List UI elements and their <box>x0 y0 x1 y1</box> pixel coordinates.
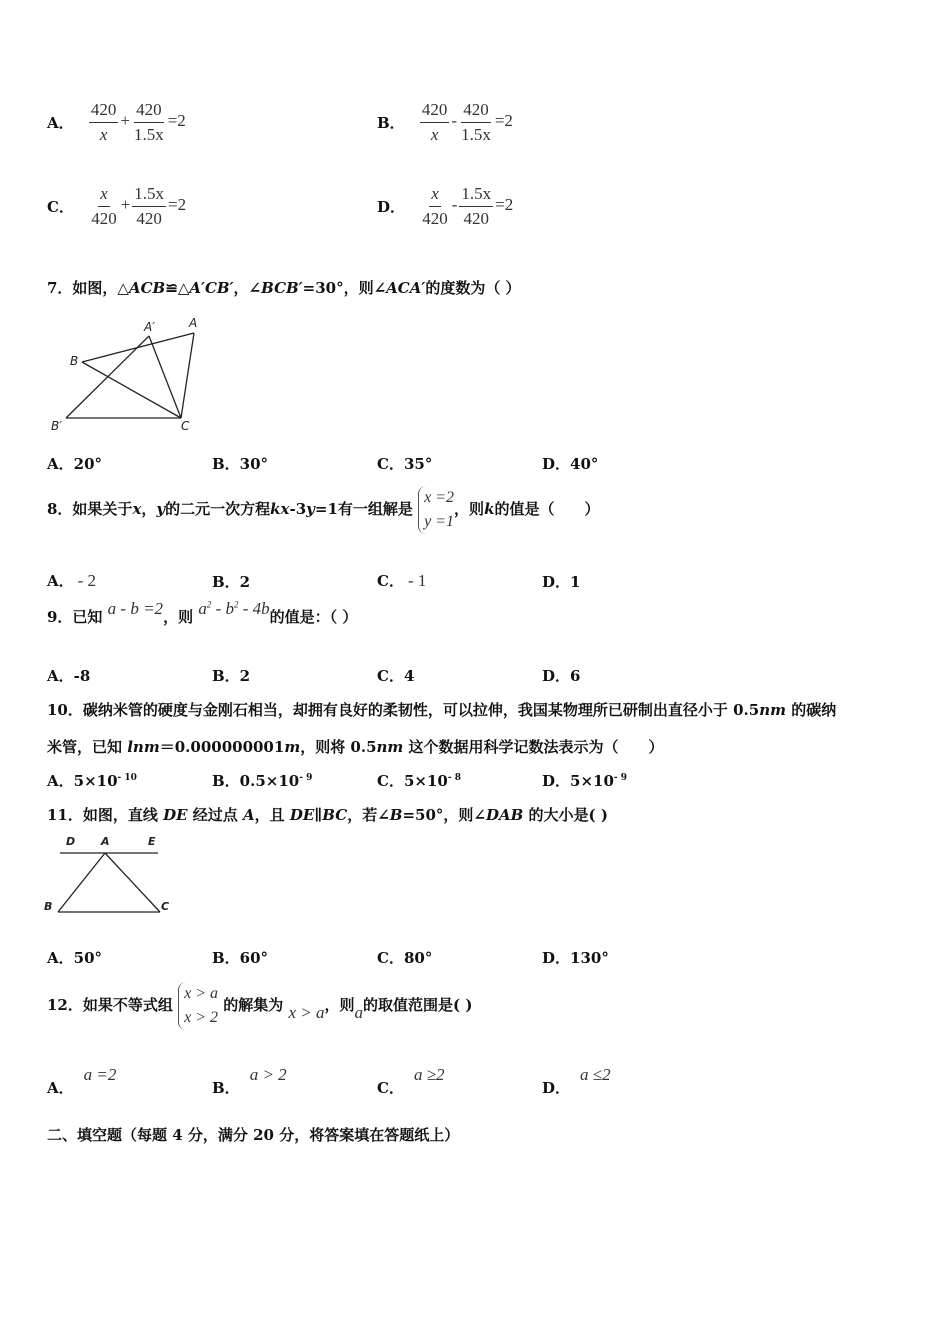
q9-option-b[interactable]: B．2 <box>212 667 251 685</box>
q10-option-c[interactable]: C．$5\times 10^{- 8}$ <box>377 772 461 790</box>
q6-option-c[interactable]: C． $\frac{x}{420}$ + $\frac{1.5x}{420}$ =2 <box>47 184 187 228</box>
q12-stem: 12．如果不等式组 x > a x > 2 的解集为 x > a，则a的取值范围是( ) <box>47 982 472 1030</box>
q7-option-c[interactable]: C．35° <box>377 455 433 473</box>
q12-solution: x > a <box>288 1003 325 1022</box>
q7-seg-a2-c <box>149 336 181 418</box>
q7-label-a-prime: A′ <box>144 320 155 334</box>
q7-option-d[interactable]: D．40° <box>542 455 599 473</box>
q11-label-b: B <box>44 900 53 913</box>
q8-option-a[interactable]: A． - 2 <box>47 571 97 590</box>
q9-option-a[interactable]: A．-8 <box>47 667 91 685</box>
q12-option-c[interactable]: C．a ≥2 <box>377 1065 445 1097</box>
q7-stem: 7．如图，△ACB≌△A′CB′，∠BCB′=30°，则∠ACA′的度数为（ ） <box>47 279 521 297</box>
q6-option-a[interactable]: A． $\frac{420}{x}$ + $\frac{420}{1.5x}$ =2 <box>47 100 186 144</box>
q9-option-d[interactable]: D．6 <box>542 667 581 685</box>
q6-option-d[interactable]: D． $\frac{x}{420}$ - $\frac{1.5x}{420}$ =2 <box>377 184 514 228</box>
q11-figure <box>40 830 180 920</box>
q7-figure <box>48 312 208 437</box>
q8-option-d[interactable]: D．1 <box>542 573 581 591</box>
q7-seg-a-c <box>181 333 194 418</box>
q11-stem: 11．如图，直线 DE 经过点 A，且 DE∥BC，若∠B=50°，则∠DAB 的大小是( ) <box>47 806 608 824</box>
q9-option-c[interactable]: C．4 <box>377 667 415 685</box>
q8-equation-system: x =2 y =1 <box>418 486 454 534</box>
q11-option-d[interactable]: D．130° <box>542 949 609 967</box>
q12-option-b[interactable]: B．a > 2 <box>212 1065 287 1097</box>
q8-option-b[interactable]: B．2 <box>212 573 251 591</box>
q7-option-a[interactable]: A．20° <box>47 455 103 473</box>
q9-condition: a - b =2 <box>107 599 164 618</box>
q10-option-b[interactable]: B．$0.5\times 10^{- 9}$ <box>212 772 313 790</box>
q6-option-b-formula: $\frac{420}{x}$ - $\frac{420}{1.5x}$ =2 <box>421 100 513 144</box>
q8-option-c[interactable]: C． - 1 <box>377 571 427 590</box>
q11-option-c[interactable]: C．80° <box>377 949 433 967</box>
q6-option-a-formula: $\frac{420}{x}$ + $\frac{420}{1.5x}$ =2 <box>90 100 186 144</box>
q7-label-c: C <box>181 419 190 433</box>
q6-option-d-formula: $\frac{x}{420}$ - $\frac{1.5x}{420}$ =2 <box>422 184 514 228</box>
q7-label-a: A <box>189 316 198 330</box>
q11-label-c: C <box>161 900 170 913</box>
q6-option-b[interactable]: B． $\frac{420}{x}$ - $\frac{420}{1.5x}$ =2 <box>377 100 513 144</box>
q10-option-a[interactable]: A．$5\times 10^{- 10}$ <box>47 772 137 790</box>
q12-option-a[interactable]: A．a =2 <box>47 1065 117 1097</box>
q11-seg-a-b <box>58 853 105 912</box>
q7-label-b-prime: B′ <box>51 419 62 433</box>
q11-label-a: A <box>101 835 110 848</box>
q7-option-b[interactable]: B．30° <box>212 455 269 473</box>
q11-label-e: E <box>148 835 156 848</box>
q12-inequality-system: x > a x > 2 <box>178 982 218 1030</box>
q8-stem: 8．如果关于x，y的二元一次方程kx-3y=1有一组解是 x =2 y =1，则k的值是（ ） <box>47 486 599 534</box>
q11-label-d: D <box>66 835 76 848</box>
q10-stem-line1: 10．碳纳米管的硬度与金刚石相当，却拥有良好的柔韧性，可以拉伸，我国某物理所已研制出直径小于 0.5nm 的碳纳 <box>47 701 837 719</box>
q9-stem: 9．已知 a - b =2，则 $a^2 - b^2 - 4b$的值是：（ ） <box>47 599 358 626</box>
q11-option-a[interactable]: A．50° <box>47 949 103 967</box>
q6-option-c-formula: $\frac{x}{420}$ + $\frac{1.5x}{420}$ =2 <box>91 184 187 228</box>
q10-stem-line2: 米管，已知 lnm＝0.000000001m，则将 0.5nm 这个数据用科学记数法表示为（ ） <box>47 738 664 756</box>
q7-seg-b-c <box>82 362 181 418</box>
q9-expression: $a^2 - b^2 - 4b$ <box>198 599 270 618</box>
q12-option-d[interactable]: D．a ≤2 <box>542 1065 611 1097</box>
q7-seg-b2-a2 <box>66 336 149 418</box>
q10-option-d[interactable]: D．$5\times 10^{- 9}$ <box>542 772 628 790</box>
section-2-heading: 二、填空题（每题 4 分，满分 20 分，将答案填在答题纸上） <box>47 1126 460 1144</box>
q7-label-b: B <box>70 354 79 368</box>
q11-seg-a-c <box>105 853 160 912</box>
q11-option-b[interactable]: B．60° <box>212 949 269 967</box>
